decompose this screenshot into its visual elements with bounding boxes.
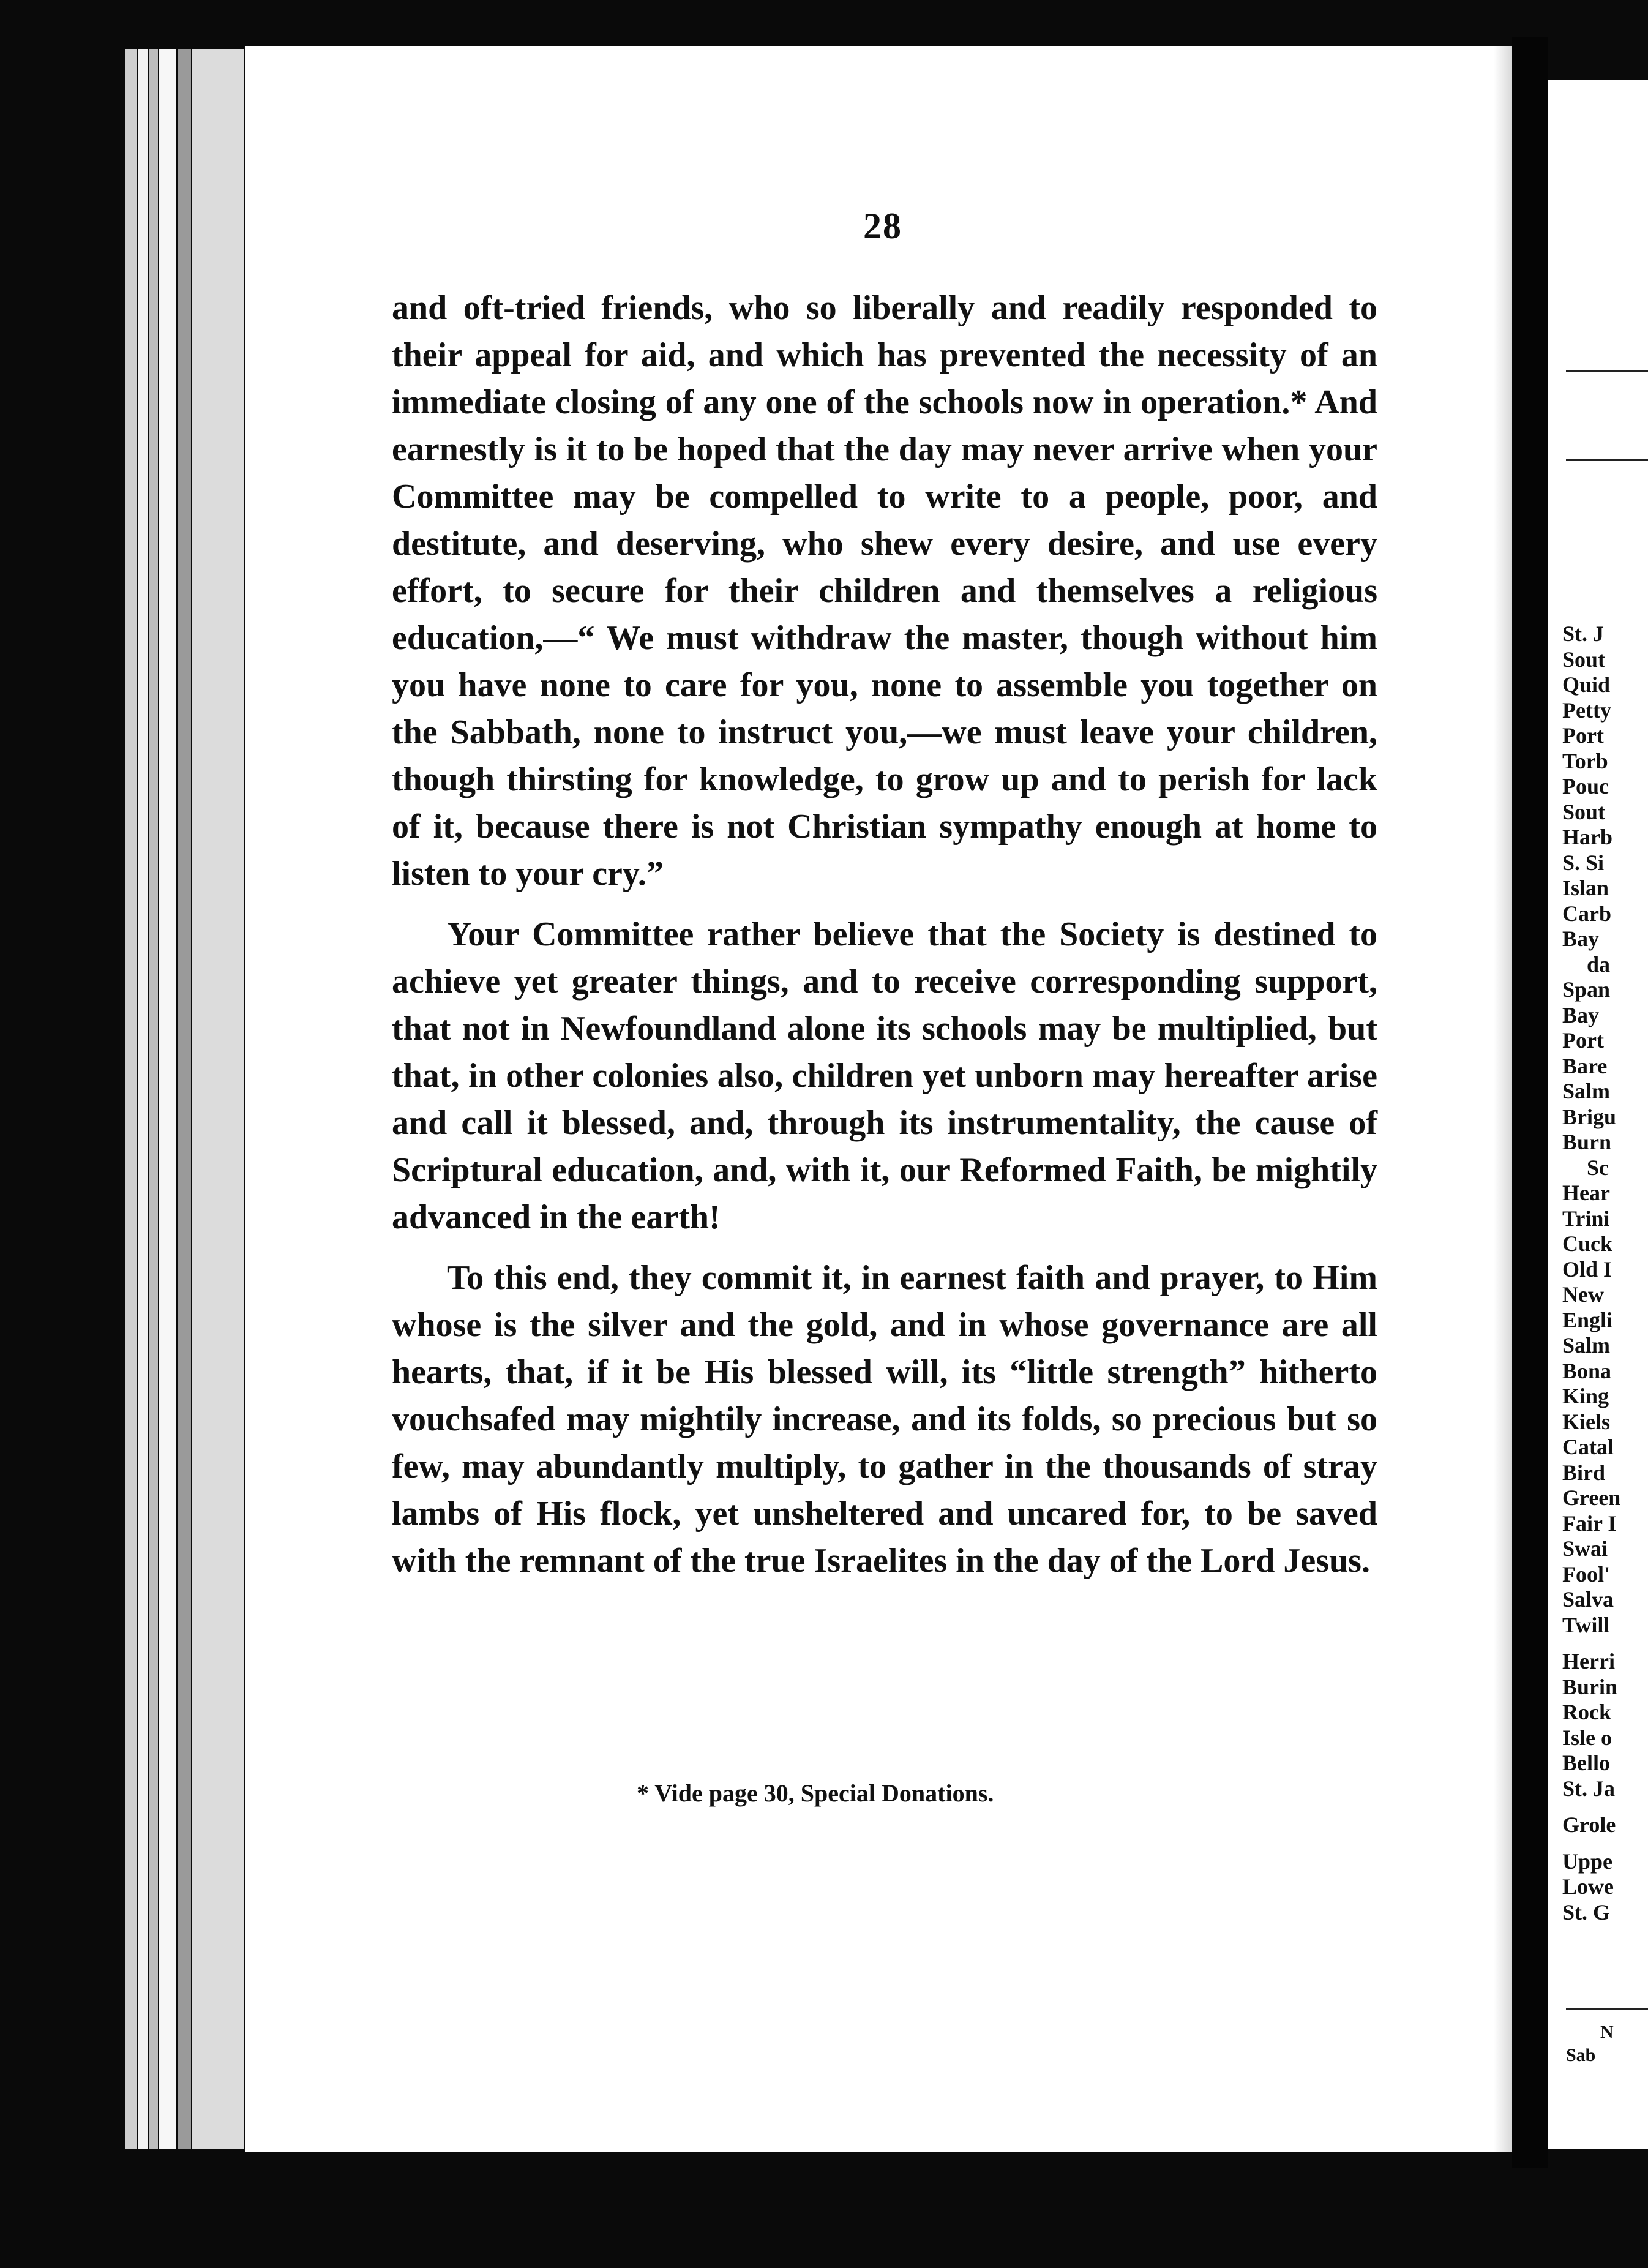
adjacent-page <box>1548 80 1648 2149</box>
list-item: Quid <box>1562 672 1611 697</box>
list-item: Brigu <box>1562 1104 1617 1129</box>
paragraph-1: and oft-tried friends, who so liberally and readily responded to their appeal for aid, and which has prevented the necessity of an immediate closing of any one of the schools now in operation.* And earnestly is it to be hoped that the day may never arrive when your Committee may be compelled to write to a people, poor, and destitute, and deserving, who shew every desire, and use every effort, to secure for their children and themselves a religious education,—“ We must withdraw the master, though without him you have none to care for you, none to assemble you together on the Sabbath, none to instruct you,—we must leave your children, though thirsting for knowledge, to grow up and to perish for lack of it, because there is not Christian sympathy enough at home to listen to your cry.” <box>392 289 1377 893</box>
list-item: Salva <box>1562 1587 1614 1612</box>
list-item: Uppe <box>1562 1849 1613 1874</box>
page-number: 28 <box>863 206 902 246</box>
list-item: Rock <box>1562 1700 1611 1724</box>
list-item: Swai <box>1562 1536 1608 1561</box>
list-item: Isle o <box>1562 1725 1612 1750</box>
list-item: Harb <box>1562 825 1613 849</box>
list-item: Port <box>1562 723 1604 748</box>
list-item: Salm <box>1562 1333 1611 1357</box>
list-item: Kiels <box>1562 1409 1610 1434</box>
adjacent-page-rule <box>1566 2008 1648 2010</box>
page-gutter <box>1512 37 1548 2168</box>
book-edge-strip <box>192 49 244 2149</box>
list-item: Bay <box>1562 926 1600 951</box>
book-edge-strip <box>149 49 158 2149</box>
list-item: Bay <box>1562 1002 1600 1027</box>
adjacent-footer-line: N <box>1600 2022 1614 2042</box>
list-item: Catal <box>1562 1435 1614 1459</box>
list-item: Salm <box>1562 1079 1611 1103</box>
list-item: Burin <box>1562 1674 1618 1699</box>
adjacent-page-list <box>1562 621 1620 1925</box>
list-item: Twill <box>1562 1612 1610 1637</box>
list-item: Green <box>1562 1485 1621 1510</box>
list-item: Bird <box>1562 1460 1606 1485</box>
book-edge-strip <box>178 49 191 2149</box>
list-item: St. G <box>1562 1899 1611 1924</box>
list-item: Hear <box>1562 1181 1610 1205</box>
adjacent-footer-line: Sab <box>1566 2045 1596 2065</box>
footnote: * Vide page 30, Special Donations. <box>637 1779 994 1807</box>
list-item: Fair I <box>1562 1511 1617 1536</box>
list-item: Grole <box>1562 1812 1616 1837</box>
list-item: New <box>1562 1282 1604 1307</box>
adjacent-page-footer <box>1566 2021 1614 2067</box>
list-item: Sc <box>1587 1155 1609 1180</box>
list-item: Span <box>1562 977 1611 1002</box>
list-item: Bona <box>1562 1358 1612 1383</box>
paragraph-3: To this end, they commit it, in earnest faith and prayer, to Him whose is the silver and the gold, and in whose governance are all hearts, that, if it be His blessed will, its “little strength” hitherto vouchsafed may mightily increase, and its folds, so precious but so few, may abundantly multiply, to gather in the thousands of stray lambs of His flock, yet unsheltered and uncared for, to be saved with the remnant of the true Israelites in the day of the Lord Jesus. <box>392 1259 1377 1580</box>
list-item: Islan <box>1562 876 1609 900</box>
list-item: King <box>1562 1384 1609 1408</box>
list-item: Lowe <box>1562 1874 1614 1899</box>
list-item: Sout <box>1562 799 1606 824</box>
adjacent-page-rule <box>1566 370 1648 372</box>
book-edge-strip <box>138 49 148 2149</box>
adjacent-page-rule <box>1566 459 1648 461</box>
list-item: Petty <box>1562 697 1611 723</box>
paragraph-2: Your Committee rather believe that the Society is destined to achieve yet greater things, and to receive corresponding support, that not in Newfoundland alone its schools may be multiplied, but that, in other colonies also, children yet unborn may hereafter arise and call it blessed, and, through its instrumentality, the cause of Scriptural education, and, with it, our Reformed Faith, be mightily advanced in the earth! <box>392 915 1377 1236</box>
list-item: da <box>1587 952 1611 977</box>
list-item: Trini <box>1562 1206 1610 1231</box>
list-item: Engli <box>1562 1307 1613 1332</box>
list-item: Sout <box>1562 647 1606 672</box>
list-item: Burn <box>1562 1130 1612 1154</box>
list-item: Carb <box>1562 901 1611 926</box>
list-item: Herri <box>1562 1649 1615 1673</box>
list-item: Cuck <box>1562 1231 1613 1256</box>
list-item: Fool' <box>1562 1561 1610 1586</box>
list-item: Old I <box>1562 1256 1612 1282</box>
list-item: Bello <box>1562 1751 1610 1775</box>
body-text <box>392 285 1377 1585</box>
list-item: Pouc <box>1562 774 1609 798</box>
list-item: Port <box>1562 1028 1604 1053</box>
list-item: S. Si <box>1562 850 1605 875</box>
list-item: St. Ja <box>1562 1776 1616 1801</box>
book-edge-strip <box>125 49 137 2149</box>
list-item: St. J <box>1562 621 1605 646</box>
list-item: Torb <box>1562 748 1608 773</box>
book-edge-strip <box>159 49 176 2149</box>
list-item: Bare <box>1562 1053 1608 1078</box>
